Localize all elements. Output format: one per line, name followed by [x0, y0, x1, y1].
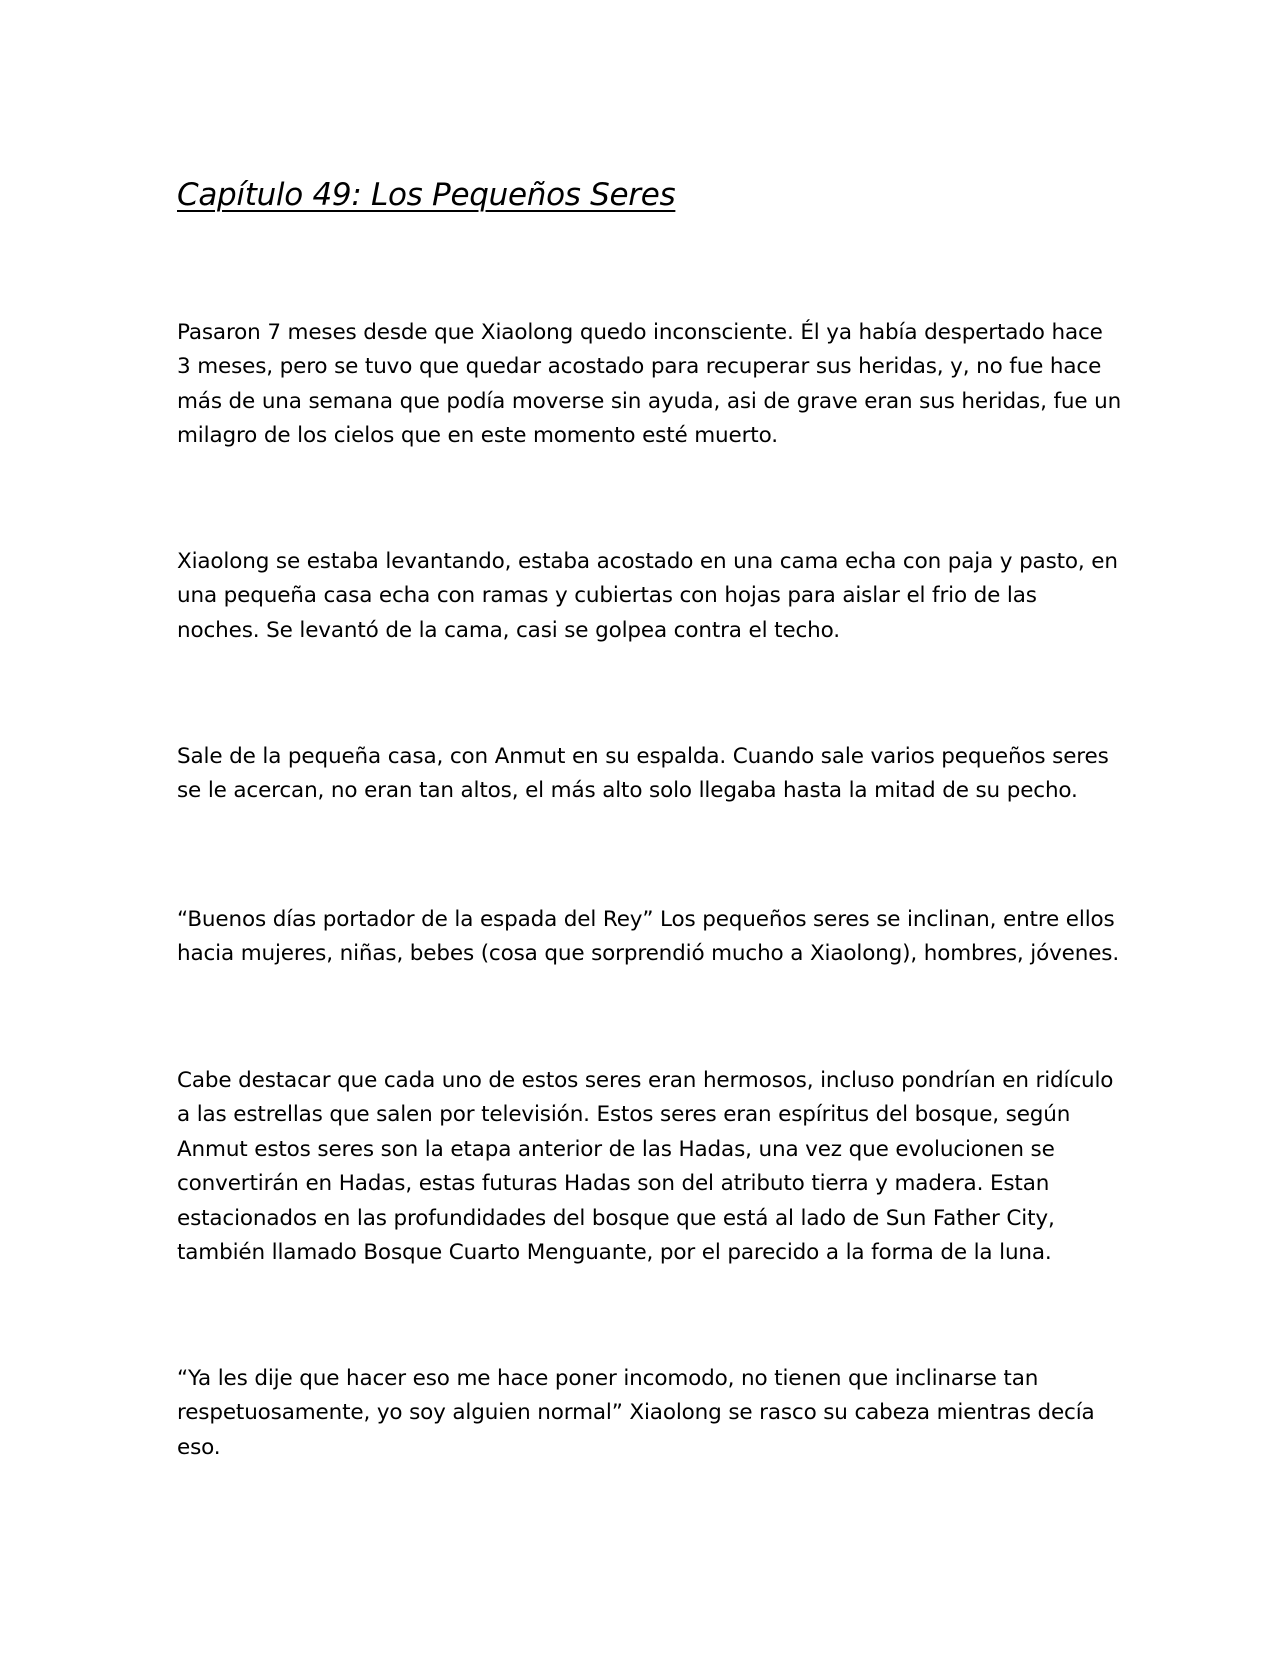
- text-line: más de una semana que podía moverse sin ayuda, asi de grave eran sus heridas, fue un: [177, 388, 1122, 414]
- text-line: milagro de los cielos que en este momento esté muerto.: [177, 423, 778, 449]
- text-line: Sale de la pequeña casa, con Anmut en su espalda. Cuando sale varios pequeños seres: [177, 744, 1109, 769]
- text-line: a las estrellas que salen por televisión. Estos seres eran espíritus del bosque, según: [177, 1102, 1071, 1128]
- chapter-title: Capítulo 49: Los Pequeños Seres: [177, 177, 676, 213]
- paragraph-6: [177, 1362, 1107, 1465]
- text-line: Cabe destacar que cada uno de estos seres eran hermosos, incluso pondrían en ridículo: [177, 1068, 1114, 1093]
- text-line: estacionados en las profundidades del bosque que está al lado de Sun Father City,: [177, 1205, 1055, 1231]
- paragraph-3: [177, 740, 1107, 809]
- text-line: noches. Se levantó de la cama, casi se golpea contra el techo.: [177, 617, 840, 643]
- paragraph-2: [177, 545, 1118, 648]
- text-line: Anmut estos seres son la etapa anterior de las Hadas, una vez que evolucionen se: [177, 1136, 1055, 1162]
- paragraph-5: [177, 1064, 1114, 1270]
- text-line: una pequeña casa echa con ramas y cubiertas con hojas para aislar el frio de las: [177, 583, 1037, 609]
- text-line: eso.: [177, 1434, 221, 1460]
- text-line: se le acercan, no eran tan altos, el más alto solo llegaba hasta la mitad de su pecho.: [177, 778, 1078, 804]
- text-line: 3 meses, pero se tuvo que quedar acostado para recuperar sus heridas, y, no fue hace: [177, 354, 1102, 380]
- text-line: hacia mujeres, niñas, bebes (cosa que sorprendió mucho a Xiaolong), hombres, jóvenes.: [177, 941, 1120, 967]
- text-line: Pasaron 7 meses desde que Xiaolong quedo inconsciente. Él ya había despertado hace: [177, 320, 1103, 345]
- text-line: “Buenos días portador de la espada del Rey” Los pequeños seres se inclinan, entre ellos: [177, 907, 1115, 932]
- paragraph-4: [177, 903, 1120, 972]
- text-line: “Ya les dije que hacer eso me hace poner incomodo, no tienen que inclinarse tan: [177, 1366, 1039, 1391]
- text-line: respetuosamente, yo soy alguien normal” Xiaolong se rasco su cabeza mientras decía: [177, 1400, 1095, 1426]
- text-line: Xiaolong se estaba levantando, estaba acostado en una cama echa con paja y pasto, en: [177, 549, 1118, 574]
- text-line: convertirán en Hadas, estas futuras Hadas son del atributo tierra y madera. Estan: [177, 1171, 1050, 1197]
- text-line: también llamado Bosque Cuarto Menguante, por el parecido a la forma de la luna.: [177, 1240, 1052, 1266]
- paragraph-1: [177, 316, 1122, 454]
